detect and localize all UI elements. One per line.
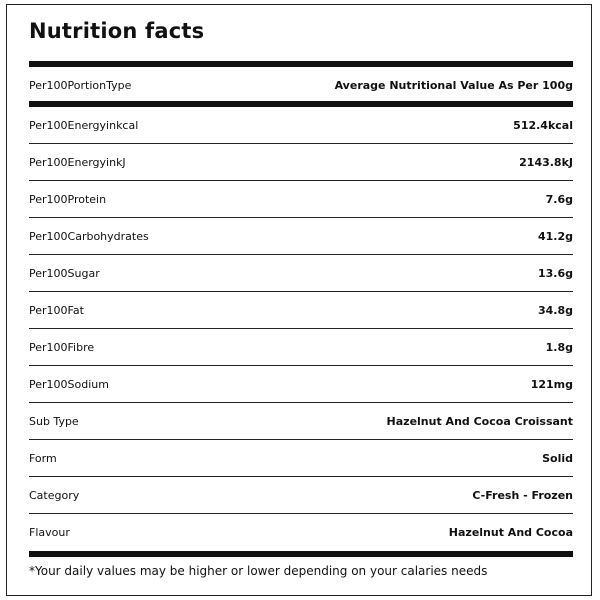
nutrition-row bbox=[29, 329, 573, 366]
row-value: 121mg bbox=[530, 377, 573, 391]
row-value: Hazelnut And Cocoa bbox=[448, 526, 573, 539]
row-label: Category bbox=[29, 488, 80, 502]
row-value: 7.6g bbox=[545, 192, 573, 206]
row-label: Form bbox=[29, 451, 57, 465]
nutrition-row bbox=[29, 218, 573, 255]
row-value: Solid bbox=[542, 451, 573, 465]
attribute-row bbox=[29, 440, 573, 477]
portion-type-row bbox=[29, 67, 573, 104]
attribute-row bbox=[29, 477, 573, 514]
bottom-divider bbox=[29, 551, 573, 557]
row-label: Per100Fibre bbox=[29, 340, 95, 354]
nutrition-row bbox=[29, 255, 573, 292]
row-value: 34.8g bbox=[537, 303, 573, 317]
row-label: Per100Carbohydrates bbox=[29, 229, 149, 243]
footnote: *Your daily values may be higher or lower depending on your calaries needs bbox=[29, 564, 488, 578]
panel-title: Nutrition facts bbox=[29, 19, 205, 43]
row-label: Per100Fat bbox=[29, 303, 84, 317]
portion-type-label: Per100PortionType bbox=[29, 79, 132, 92]
nutrition-facts-panel bbox=[6, 4, 592, 596]
attribute-row bbox=[29, 403, 573, 440]
nutrition-row bbox=[29, 144, 573, 181]
row-label: Sub Type bbox=[29, 414, 79, 428]
row-value: Hazelnut And Cocoa Croissant bbox=[386, 414, 573, 428]
attribute-row bbox=[29, 514, 573, 551]
row-value: 13.6g bbox=[537, 266, 573, 280]
nutrition-row bbox=[29, 181, 573, 218]
row-value: 41.2g bbox=[537, 229, 573, 243]
row-label: Per100Protein bbox=[29, 192, 107, 206]
nutrition-row bbox=[29, 107, 573, 144]
nutrition-row bbox=[29, 366, 573, 403]
row-value: 2143.8kJ bbox=[519, 155, 573, 169]
row-label: Flavour bbox=[29, 526, 70, 539]
row-label: Per100Sodium bbox=[29, 377, 109, 391]
row-label: Per100Sugar bbox=[29, 266, 100, 280]
portion-type-value: Average Nutritional Value As Per 100g bbox=[334, 79, 573, 92]
row-value: 512.4kcal bbox=[513, 118, 573, 132]
row-value: C-Fresh - Frozen bbox=[472, 488, 573, 502]
nutrition-row bbox=[29, 292, 573, 329]
row-label: Per100Energyinkcal bbox=[29, 118, 139, 132]
row-value: 1.8g bbox=[545, 340, 573, 354]
row-label: Per100EnergyinkJ bbox=[29, 155, 126, 169]
